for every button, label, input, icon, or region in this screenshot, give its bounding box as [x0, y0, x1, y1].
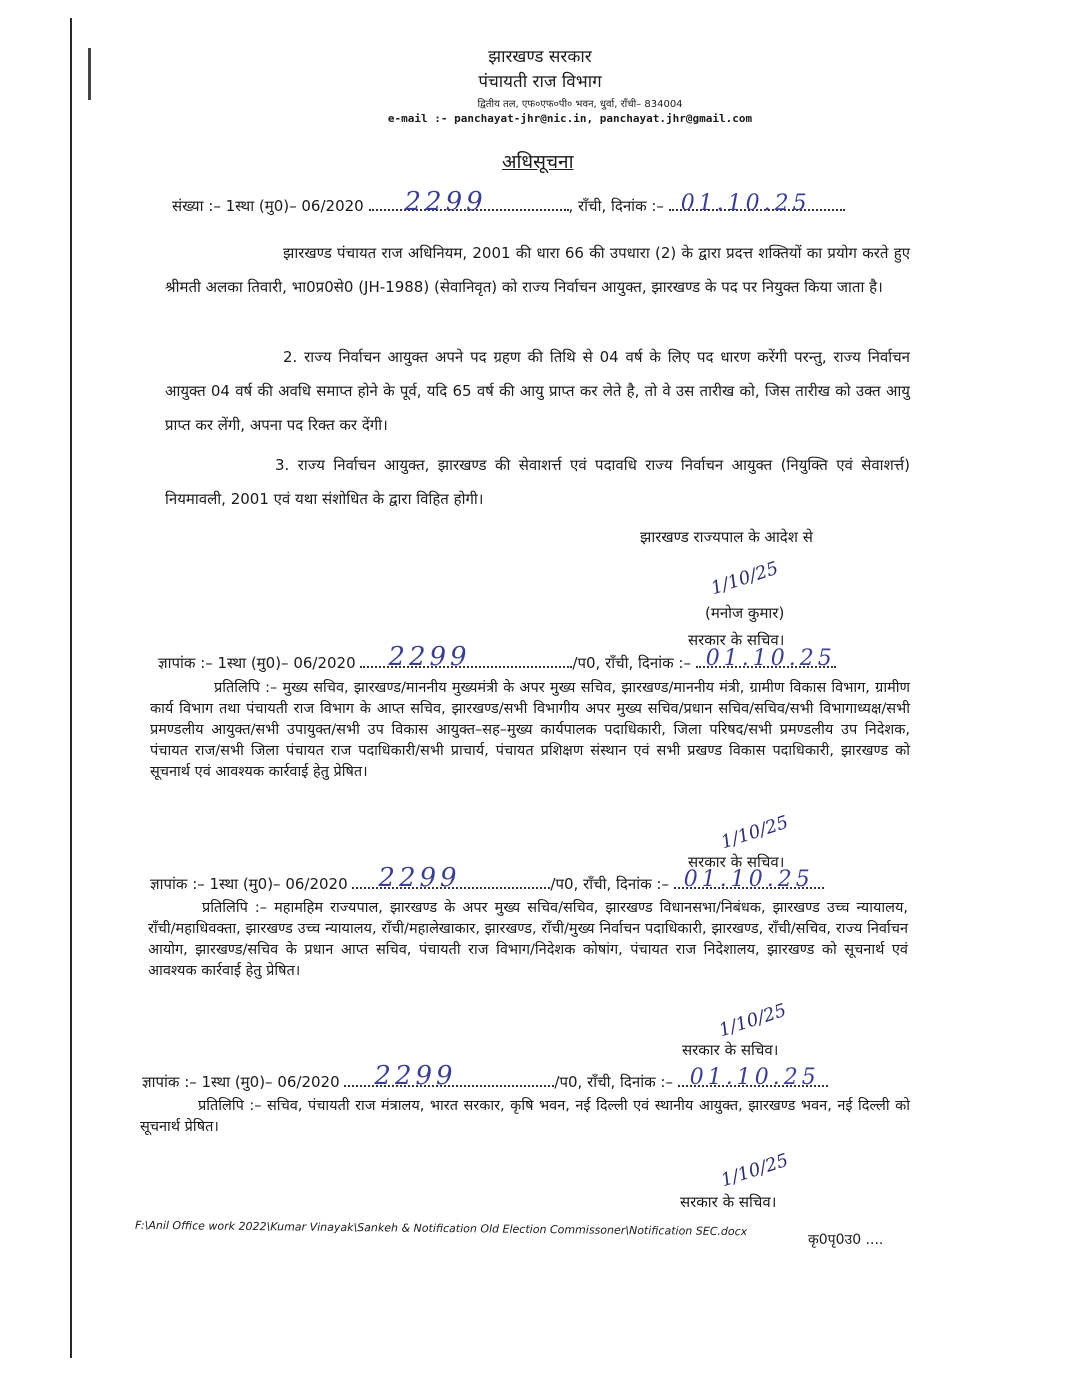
memo-3-sign: सरकार के सचिव।	[680, 1193, 777, 1211]
memo-2-place: /प0, राँची, दिनांक :–	[550, 875, 669, 893]
memo-1-place: /प0, राँची, दिनांक :–	[572, 654, 691, 672]
pto-mark: कृ0पृ0उ0 ....	[808, 1232, 884, 1248]
body-paragraph-1: झारखण्ड पंचायत राज अधिनियम, 2001 की धारा 66 की उपधारा (2) के द्वारा प्रदत्त शक्तियों का प्रयोग करते हुए श्रीमती अलका तिवारी, भा0प्र0से0 (JH-1988) (सेवानिवृत) को राज्य निर्वाचन आयुक्त, झारखण्ड के पद पर नियुक्त किया जाता है।	[165, 244, 910, 296]
memo-3-label: ज्ञापांक :– 1स्था (मु0)– 06/2020	[142, 1073, 340, 1091]
scan-edge-line	[70, 18, 72, 1358]
dept-name: पंचायती राज विभाग	[478, 72, 602, 92]
signatory-designation: सरकार के सचिव।	[688, 631, 785, 649]
memo-2-number-handwritten: 2299	[378, 863, 461, 893]
governor-order: झारखण्ड राज्यपाल के आदेश से	[640, 528, 813, 546]
notice-date-handwritten: 01.10.25	[680, 191, 811, 216]
letterhead	[0, 44, 1080, 125]
memo-2-date-handwritten: 01.10.25	[683, 867, 814, 892]
body-paragraph-3: 3. राज्य निर्वाचन आयुक्त, झारखण्ड की सेवाशर्त्त एवं पदावधि राज्य निर्वाचन आयुक्त (नियुक्ति एवं सेवाशर्त्त) नियमावली, 2001 एवं यथा संशोधित के द्वारा विहित होगी।	[165, 456, 910, 508]
memo-2-sign: सरकार के सचिव।	[682, 1041, 779, 1059]
body-paragraph-2: 2. राज्य निर्वाचन आयुक्त अपने पद ग्रहण की तिथि से 04 वर्ष के लिए पद धारण करेंगी परन्तु, राज्य निर्वाचन आयुक्त 04 वर्ष की अवधि समाप्त होने के पूर्व, यदि 65 वर्ष की आयु प्राप्त कर लेते है, तो वे उस तारीख को, जिस तारीख को उक्त आयु प्राप्त कर लेंगी, अपना पद रिक्त कर देंगी।	[165, 348, 910, 434]
notice-number-handwritten: 2299	[404, 187, 487, 217]
notice-number-line	[172, 187, 845, 217]
memo-2-label: ज्ञापांक :– 1स्था (मु0)– 06/2020	[150, 875, 348, 893]
file-path: F:\Anil Office work 2022\Kumar Vinayak\Sankeh & Notification Old Election Commissoner\Notification SEC.docx	[134, 1218, 748, 1239]
signature-4: 1/10/25	[718, 1149, 791, 1192]
memo-1-number-handwritten: 2299	[388, 642, 471, 672]
memo-2-text: प्रतिलिपि :– महामहिम राज्यपाल, झारखण्ड के अपर मुख्य सचिव/सचिव, झारखण्ड विधानसभा/निबंधक, झारखण्ड उच्च न्यायालय, राँची/महाधिवक्ता, झारखण्ड उच्च न्यायालय, राँची/महालेखाकार, झारखण्ड, राँची/मुख्य निर्वाचन पदाधिकारी, झारखण्ड, राँची/सचिव, राज्य निर्वाचन आयोग, झारखण्ड/सचिव के प्रधान आप्त सचिव, पंचायती राज विभाग/निदेशक कोषांग, पंचायत राज निदेशालय, झारखण्ड को सूचनार्थ एवं आवश्यक कार्रवाई हेतु प्रेषित।	[148, 900, 908, 979]
dept-email: e-mail :- panchayat-jhr@nic.in, panchayat.jhr@gmail.com	[387, 112, 753, 125]
signature-1: 1/10/25	[708, 557, 781, 600]
dept-address: द्वितीय तल, एफ०एफ०पी० भवन, धुर्वा, राँची– 834004	[477, 99, 683, 110]
memo-1-label: ज्ञापांक :– 1स्था (मु0)– 06/2020	[158, 654, 356, 672]
notice-place-label: , राँची, दिनांक :–	[568, 197, 664, 215]
signature-3: 1/10/25	[716, 999, 789, 1042]
signature-2: 1/10/25	[718, 811, 791, 854]
memo-2-number-line	[150, 863, 824, 894]
notification-title: अधिसूचना	[502, 151, 574, 173]
govt-name: झारखण्ड सरकार	[488, 47, 592, 67]
memo-1-sign: सरकार के सचिव।	[688, 853, 785, 871]
memo-3-date-handwritten: 01.10.25	[689, 1065, 820, 1090]
memo-1-date-handwritten: 01.10.25	[705, 646, 836, 671]
memo-3-number-line	[142, 1061, 828, 1092]
notice-number-label: संख्या :– 1स्था (मु0)– 06/2020	[172, 197, 364, 215]
memo-3-place: /प0, राँची, दिनांक :–	[554, 1073, 673, 1091]
memo-3-number-handwritten: 2299	[374, 1061, 457, 1091]
memo-1-number-line	[158, 642, 836, 673]
signatory-name: (मनोज कुमार)	[705, 604, 785, 622]
memo-1-text: प्रतिलिपि :– मुख्य सचिव, झारखण्ड/माननीय मुख्यमंत्री के अपर मुख्य सचिव, झारखण्ड/माननीय मंत्री, ग्रामीण विकास विभाग, ग्रामीण कार्य विभाग तथा पंचायती राज विभाग के आप्त सचिव, झारखण्ड/सभी विभागीय अपर मुख्य सचिव/प्रधान सचिव/सचिव/सभी विभागाध्यक्ष/सभी प्रमण्डलीय आयुक्त/सभी उपायुक्त/सभी उप विकास आयुक्त–सह–मुख्य कार्यपालक पदाधिकारी, जिला परिषद/सभी प्रमण्डलीय उप निदेशक, पंचायत राज/सभी जिला पंचायत राज पदाधिकारी/सभी प्राचार्य, पंचायत प्रशिक्षण संस्थान एवं सभी प्रखण्ड विकास पदाधिकारी, झारखण्ड को सूचनार्थ एवं आवश्यक कार्रवाई हेतु प्रेषित।	[150, 680, 910, 780]
memo-3-text: प्रतिलिपि :– सचिव, पंचायती राज मंत्रालय, भारत सरकार, कृषि भवन, नई दिल्ली एवं स्थानीय आयुक्त, झारखण्ड भवन, नई दिल्ली को सूचनार्थ प्रेषित।	[140, 1098, 910, 1135]
